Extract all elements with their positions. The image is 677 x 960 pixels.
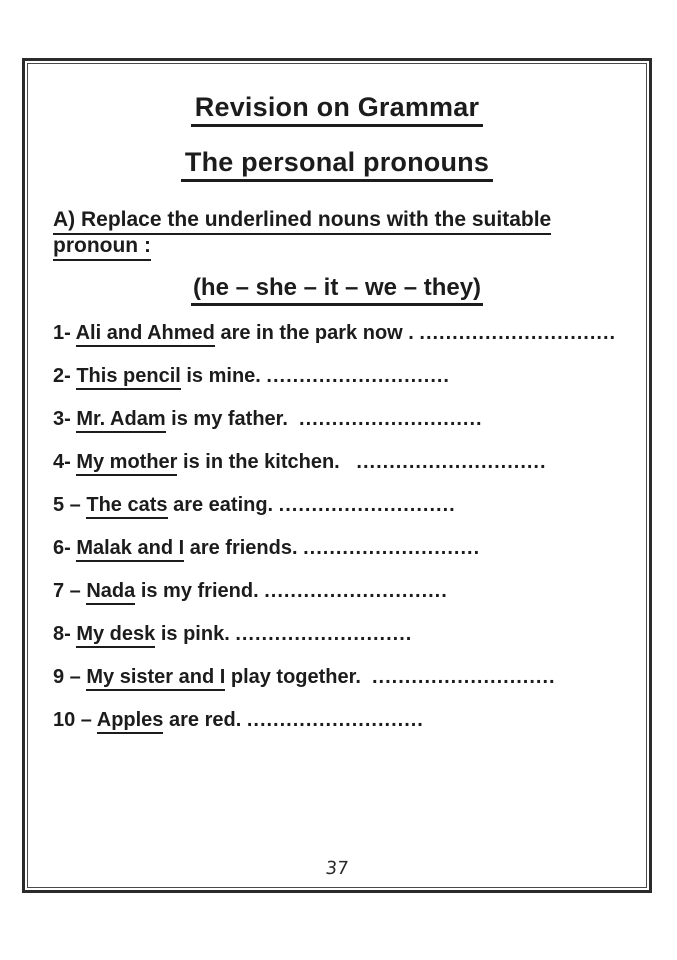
page-title: Revision on Grammar	[191, 92, 483, 127]
item-number: 10 –	[53, 709, 97, 731]
exercise-item-5	[53, 493, 621, 517]
exercise-items	[53, 321, 621, 732]
exercise-item-7	[53, 579, 621, 603]
item-underlined-noun: This pencil	[76, 365, 180, 390]
pronoun-bank: (he – she – it – we – they)	[191, 274, 483, 306]
worksheet-page	[22, 58, 652, 893]
answer-blank-dots: ............................	[266, 365, 450, 387]
item-underlined-noun: The cats	[86, 494, 167, 519]
page-subtitle-row	[53, 146, 621, 178]
answer-blank-dots: .............................	[356, 451, 547, 473]
item-text: is my friend.	[135, 580, 265, 602]
answer-blank-dots: ...........................	[278, 494, 456, 516]
exercise-item-1	[53, 321, 621, 345]
section-heading-row	[53, 207, 621, 259]
exercise-item-2	[53, 364, 621, 388]
item-number: 2-	[53, 365, 77, 387]
item-number: 5 –	[53, 494, 87, 516]
item-underlined-noun: Malak and I	[76, 537, 184, 562]
item-text: are in the park now .	[214, 322, 420, 344]
exercise-item-4	[53, 450, 621, 474]
item-text: is my father.	[165, 408, 300, 430]
item-underlined-noun: My sister and I	[86, 666, 225, 691]
page-number: 37	[324, 858, 350, 879]
answer-blank-dots: ...........................	[235, 623, 413, 645]
item-number: 8-	[53, 623, 77, 645]
item-underlined-noun: Nada	[86, 580, 135, 605]
answer-blank-dots: ............................	[372, 666, 556, 688]
page-title-row	[53, 91, 621, 123]
item-text: is pink.	[155, 623, 236, 645]
item-number: 1-	[53, 322, 76, 344]
item-underlined-noun: Ali and Ahmed	[76, 322, 215, 347]
answer-blank-dots: ...........................	[303, 537, 481, 559]
item-underlined-noun: Apples	[97, 709, 164, 734]
item-number: 9 –	[53, 666, 87, 688]
exercise-item-10	[53, 708, 621, 732]
item-underlined-noun: Mr. Adam	[76, 408, 165, 433]
item-number: 7 –	[53, 580, 87, 602]
item-underlined-noun: My desk	[76, 623, 155, 648]
exercise-item-9	[53, 665, 621, 689]
answer-blank-dots: ............................	[264, 580, 448, 602]
exercise-item-8	[53, 622, 621, 646]
item-number: 3-	[53, 408, 77, 430]
section-heading: A) Replace the underlined nouns with the suitable pronoun :	[53, 208, 551, 261]
page-subtitle: The personal pronouns	[181, 147, 493, 182]
pronoun-bank-row	[53, 273, 621, 303]
item-text: play together.	[225, 666, 372, 688]
answer-blank-dots: ...........................	[246, 709, 424, 731]
exercise-item-6	[53, 536, 621, 560]
item-number: 6-	[53, 537, 77, 559]
item-text: are red.	[163, 709, 247, 731]
item-text: is in the kitchen.	[177, 451, 357, 473]
exercise-item-3	[53, 407, 621, 431]
item-text: is mine.	[180, 365, 267, 387]
item-text: are eating.	[167, 494, 279, 516]
answer-blank-dots: ............................	[299, 408, 483, 430]
item-underlined-noun: My mother	[76, 451, 177, 476]
item-text: are friends.	[184, 537, 304, 559]
answer-blank-dots: ..............................	[419, 322, 617, 344]
item-number: 4-	[53, 451, 77, 473]
